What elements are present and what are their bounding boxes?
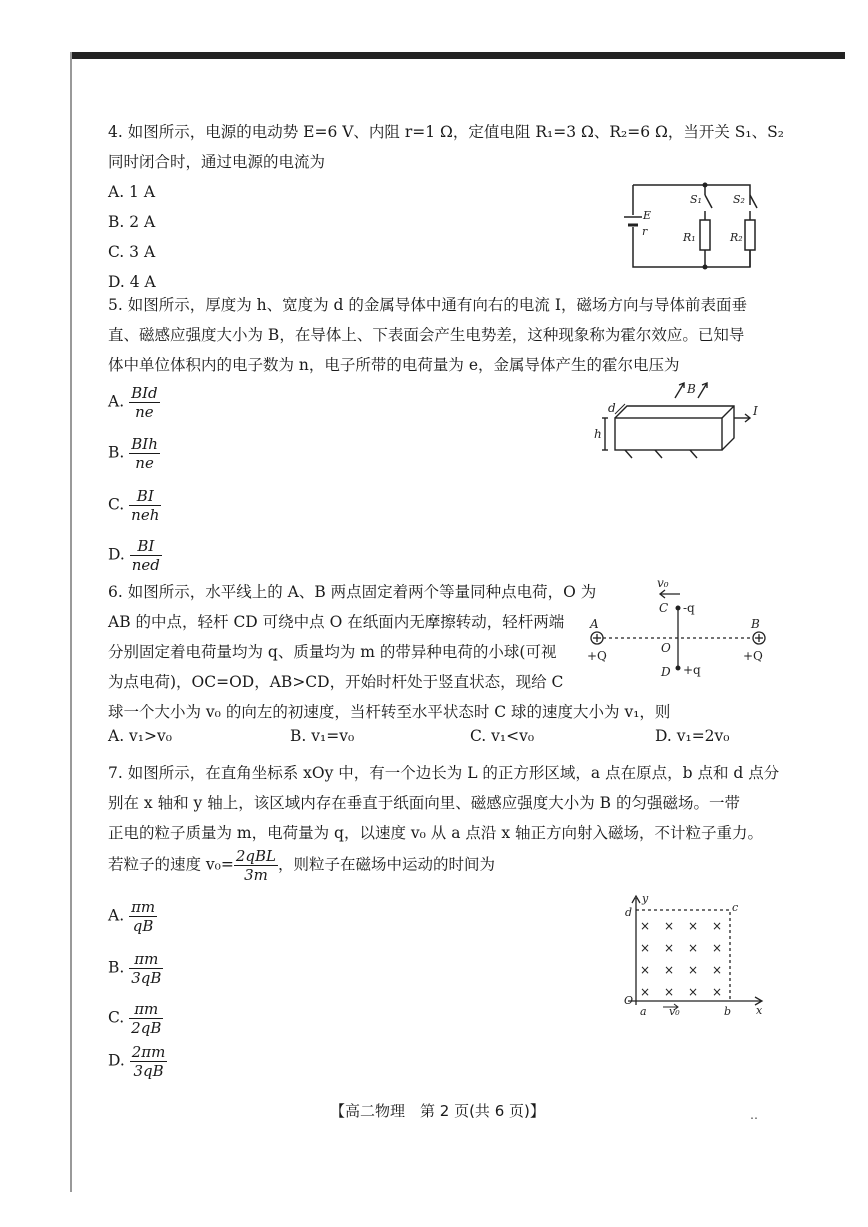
q6-option-c: C. v₁<v₀ — [470, 727, 535, 745]
q6-option-b: B. v₁=v₀ — [290, 727, 355, 745]
svg-text:×: × — [712, 919, 723, 933]
fraction: $\frac{\text{2qBL}}{3m}$ — [235, 847, 277, 884]
fraction: $\frac{\pi m}{2qB}$ — [131, 1000, 162, 1037]
q7-magnetic-field-diagram — [618, 890, 768, 1020]
label-a: a — [640, 1005, 647, 1018]
q4-option-b: B. 2 A — [108, 213, 156, 231]
svg-text:×: × — [664, 941, 675, 955]
q4-circuit-diagram — [600, 175, 770, 275]
q6-stem-line1: 6. 如图所示，水平线上的 A、B 两点固定着两个等量同种点电荷，O 为 — [108, 583, 597, 601]
label-minus-q: -q — [683, 601, 695, 615]
svg-text:×: × — [688, 963, 699, 977]
label-d: d — [625, 906, 633, 919]
fraction: $\frac{\pi m}{qB}$ — [131, 898, 156, 935]
svg-text:×: × — [640, 919, 651, 933]
label-R1: R₁ — [683, 231, 696, 244]
q5-option-b: B. $\frac{\text{BIh}}{ne}$ — [108, 435, 158, 472]
svg-text:×: × — [640, 941, 651, 955]
label-I: I — [753, 404, 758, 418]
q5-option-d: D. $\frac{BI}{\text{ned}}$ — [108, 537, 160, 574]
svg-text:×: × — [688, 919, 699, 933]
conductor-front-face — [615, 418, 722, 450]
conductor-back-edges — [615, 406, 734, 450]
fraction: $\frac{2\pi m}{3qB}$ — [131, 1043, 166, 1080]
q6-option-a: A. v₁>v₀ — [108, 727, 172, 745]
label-d: d — [608, 401, 616, 415]
switch-s1-blade — [705, 195, 712, 208]
label-S2: S₂ — [733, 193, 745, 206]
label-x: x — [756, 1004, 763, 1017]
q6-stem-line3: 分别固定着电荷量均为 q、质量均为 m 的带异种电荷的小球(可视 — [108, 643, 557, 661]
svg-text:×: × — [712, 985, 723, 999]
label-D: D — [661, 665, 671, 679]
label-B: B — [687, 382, 696, 396]
corner-mark: ‥ — [750, 1108, 759, 1122]
q5-option-a: A. $\frac{\text{BId}}{ne}$ — [108, 384, 158, 421]
label-B: B — [751, 617, 760, 631]
svg-text:×: × — [664, 919, 675, 933]
q5-hall-conductor-diagram — [590, 378, 765, 463]
q7-stem-line4: 若粒子的速度 v₀= $\frac{\text{2qBL}}{3m}$ ，则粒子在磁场中运动的时间为 — [108, 847, 496, 884]
q5-option-c: C. $\frac{BI}{\text{neh}}$ — [108, 487, 160, 524]
resistor-r1 — [700, 220, 710, 250]
label-v0: v₀ — [669, 1005, 680, 1018]
q6-option-d: D. v₁=2v₀ — [655, 727, 730, 745]
page-left-border — [70, 52, 72, 1192]
label-v0: v₀ — [657, 576, 669, 590]
resistor-r2 — [745, 220, 755, 250]
fraction: $\frac{\pi m}{3qB}$ — [131, 950, 162, 987]
fraction: $\frac{\text{BId}}{ne}$ — [131, 384, 158, 421]
q5-stem-line1: 5. 如图所示，厚度为 h、宽度为 d 的金属导体中通有向右的电流 I，磁场方向与导体前表面垂 — [108, 296, 747, 314]
q7-option-c: C. $\frac{\pi m}{2qB}$ — [108, 1000, 162, 1037]
svg-text:×: × — [712, 941, 723, 955]
label-plus-q: +q — [683, 663, 701, 677]
label-O: O — [661, 641, 671, 655]
field-crosses — [640, 919, 722, 999]
label-h: h — [594, 427, 602, 441]
q7-stem-line3: 正电的粒子质量为 m，电荷量为 q，以速度 v₀ 从 a 点沿 x 轴正方向射入磁场，不计粒子重力。 — [108, 824, 763, 842]
q6-charges-diagram — [585, 576, 770, 684]
fraction: $\frac{\text{BIh}}{ne}$ — [131, 435, 158, 472]
page-footer: 【高二物理 第 2 页(共 6 页)】 — [330, 1102, 545, 1120]
q7-option-d: D. $\frac{2\pi m}{3qB}$ — [108, 1043, 166, 1080]
q4-stem-line2: 同时闭合时，通过电源的电流为 — [108, 153, 326, 171]
question-5 — [108, 290, 747, 380]
label-E: E — [643, 209, 652, 222]
q6-stem-line5: 球一个大小为 v₀ 的向左的初速度，当杆转至水平状态时 C 球的速度大小为 v₁，则 — [108, 703, 671, 721]
svg-text:×: × — [664, 963, 675, 977]
q7-option-b: B. $\frac{\pi m}{3qB}$ — [108, 950, 162, 987]
label-plusQ-right: +Q — [743, 649, 763, 663]
switch-s2-blade — [750, 195, 757, 208]
q4-option-a: A. 1 A — [108, 183, 156, 201]
fraction: $\frac{BI}{\text{ned}}$ — [131, 537, 160, 574]
svg-text:×: × — [688, 941, 699, 955]
svg-text:×: × — [712, 963, 723, 977]
label-y: y — [642, 892, 649, 905]
label-c: c — [732, 901, 739, 914]
question-7 — [108, 758, 779, 848]
page-top-border — [70, 52, 845, 59]
svg-text:×: × — [640, 963, 651, 977]
label-b: b — [724, 1005, 732, 1018]
svg-text:×: × — [664, 985, 675, 999]
q6-stem-line2: AB 的中点，轻杆 CD 可绕中点 O 在纸面内无摩擦转动，轻杆两端 — [108, 613, 565, 631]
label-C: C — [659, 601, 669, 615]
label-S1: S₁ — [690, 193, 702, 206]
fraction: $\frac{BI}{\text{neh}}$ — [131, 487, 160, 524]
q4-stem-line1: 4. 如图所示，电源的电动势 E=6 V、内阻 r=1 Ω，定值电阻 R₁=3 Ω、R₂=6 Ω，当开关 S₁、S₂ — [108, 123, 784, 141]
q4-option-c: C. 3 A — [108, 243, 156, 261]
label-plusQ-left: +Q — [587, 649, 607, 663]
q7-stem-line1: 7. 如图所示，在直角坐标系 xOy 中，有一个边长为 L 的正方形区域，a 点在原点，b 点和 d 点分 — [108, 764, 780, 782]
label-O: O — [624, 994, 634, 1007]
svg-text:×: × — [640, 985, 651, 999]
svg-text:×: × — [688, 985, 699, 999]
q5-stem-line3: 体中单位体积内的电子数为 n，电子所带的电荷量为 e，金属导体产生的霍尔电压为 — [108, 356, 680, 374]
q4-option-d: D. 4 A — [108, 273, 156, 291]
label-r: r — [642, 225, 648, 238]
q6-stem-line4: 为点电荷)，OC=OD，AB>CD，开始时杆处于竖直状态，现给 C — [108, 673, 564, 691]
label-A: A — [590, 617, 599, 631]
q7-option-a: A. $\frac{\pi m}{qB}$ — [108, 898, 156, 935]
q7-stem-line2: 别在 x 轴和 y 轴上，该区域内存在垂直于纸面向里、磁感应强度大小为 B 的匀强磁场。一带 — [108, 794, 740, 812]
q5-stem-line2: 直、磁感应强度大小为 B，在导体上、下表面会产生电势差，这种现象称为霍尔效应。已知导 — [108, 326, 745, 344]
label-R2: R₂ — [730, 231, 743, 244]
